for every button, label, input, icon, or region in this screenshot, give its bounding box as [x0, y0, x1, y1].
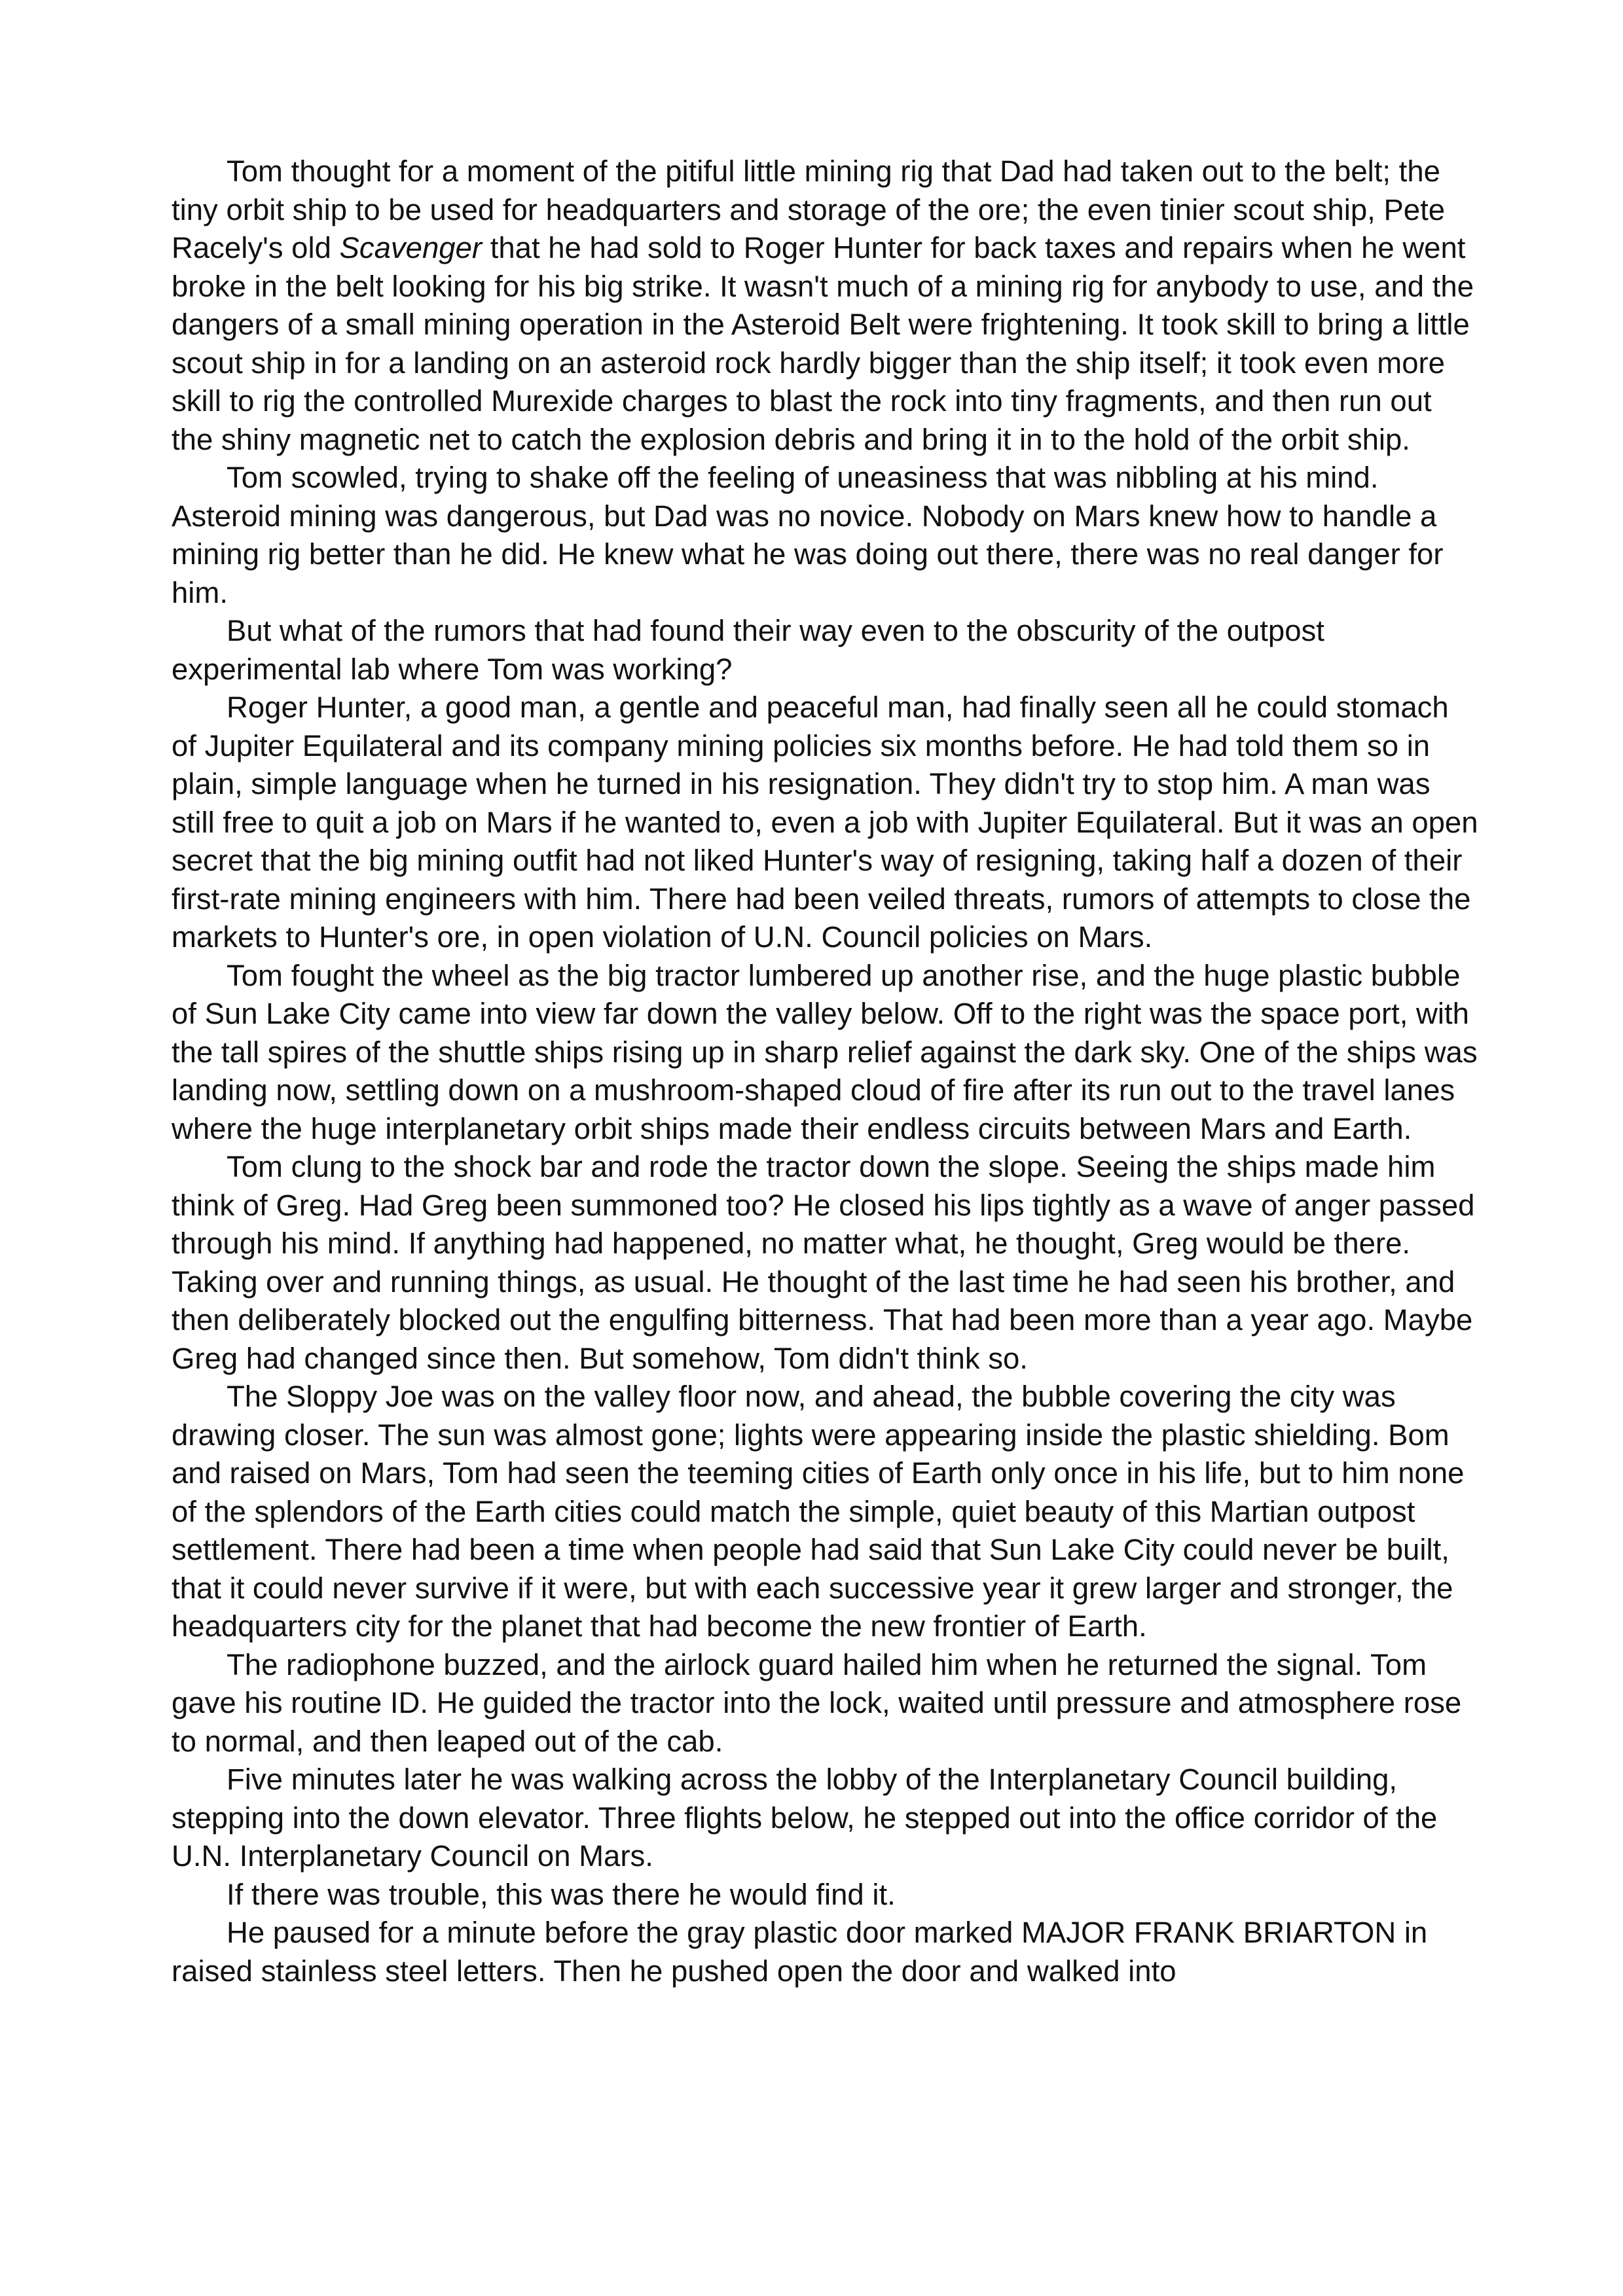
paragraph: The Sloppy Joe was on the valley floor now, and ahead, the bubble covering the city was drawing closer. The sun was almost gone; lights were appearing inside the plastic shielding. Bom and raised on Mars, Tom had seen the teeming cities of Earth only once in his life, but to him none of the splendors of the Earth cities could match the simple, quiet beauty of this Martian outpost settlement. There had been a time when people had said that Sun Lake City could never be built, that it could never survive if it were, but with each successive year it grew larger and stronger, the headquarters city for the planet that had become the new frontier of Earth. [172, 1380, 1465, 1643]
paragraph: The radiophone buzzed, and the airlock guard hailed him when he returned the signal. Tom gave his routine ID. He guided the tractor into the lock, waited until pressure and atmosphere rose to normal, and then leaped out of the cab. [172, 1647, 1462, 1758]
body-text [172, 152, 1481, 1990]
paragraph [172, 152, 1481, 459]
paragraph: Five minutes later he was walking across the lobby of the Interplanetary Council building, stepping into the down elevator. Three flights below, he stepped out into the office corridor of the U.N. Interplanetary Council on Mars. [172, 1763, 1438, 1873]
paragraph: He paused for a minute before the gray plastic door marked MAJOR FRANK BRIARTON in raised stainless steel letters. Then he pushed open the door and walked into [172, 1916, 1428, 1988]
paragraph: Tom clung to the shock bar and rode the tractor down the slope. Seeing the ships made him think of Greg. Had Greg been summoned too? He closed his lips tightly as a wave of anger passed through his mind. If anything had happened, no matter what, he thought, Greg would be there. Taking over and running things, as usual. He thought of the last time he had seen his brother, and then deliberately blocked out the engulfing bitterness. That had been more than a year ago. Maybe Greg had changed since then. But somehow, Tom didn't think so. [172, 1150, 1475, 1375]
paragraph: If there was trouble, this was there he would find it. [227, 1877, 896, 1911]
paragraph: Tom fought the wheel as the big tractor lumbered up another rise, and the huge plastic bubble of Sun Lake City came into view far down the valley below. Off to the right was the space port, with the tall spires of the shuttle ships rising up in sharp relief against the dark sky. One of the ships was landing now, settling down on a mushroom-shaped cloud of fire after its run out to the travel lanes where the huge interplanetary orbit ships made their endless circuits between Mars and Earth. [172, 958, 1478, 1145]
ship-name-italic: Scavenger [339, 231, 483, 264]
paragraph: Roger Hunter, a good man, a gentle and peaceful man, had finally seen all he could stomach of Jupiter Equilateral and its company mining policies six months before. He had told them so in plain, simple language when he turned in his resignation. They didn't try to stop him. A man was still free to quit a job on Mars if he wanted to, even a job with Jupiter Equilateral. But it was an open secret that the big mining outfit had not liked Hunter's way of resigning, taking half a dozen of their first-rate mining engineers with him. There had been veiled threats, rumors of attempts to close the markets to Hunter's ore, in open violation of U.N. Council policies on Mars. [172, 691, 1478, 954]
paragraph: But what of the rumors that had found their way even to the obscurity of the outpost experimental lab where Tom was working? [172, 614, 1324, 686]
paragraph-text: that he had sold to Roger Hunter for back taxes and repairs when he went broke in the belt looking for his big strike. It wasn't much of a mining rig for anybody to use, and the dangers of a small mining operation in the Asteroid Belt were frightening. It took skill to bring a little scout ship in for a landing on an asteroid rock hardly bigger than the ship itself; it took even more skill to rig the controlled Murexide charges to blast the rock into tiny fragments, and then run out the shiny magnetic net to catch the explosion debris and bring it in to the hold of the orbit ship. [172, 231, 1474, 456]
paragraph-text: Tom thought for a moment of the pitiful little mining rig that Dad had taken out to the belt; the tiny orbit ship to be used for headquarters and storage of the ore; the even tinier scout ship, Pete Racely's old [172, 154, 1446, 264]
paragraph: Tom scowled, trying to shake off the feeling of uneasiness that was nibbling at his mind. Asteroid mining was dangerous, but Dad was no novice. Nobody on Mars knew how to handle a mining rig better than he did. He knew what he was doing out there, there was no real danger for him. [172, 461, 1444, 609]
